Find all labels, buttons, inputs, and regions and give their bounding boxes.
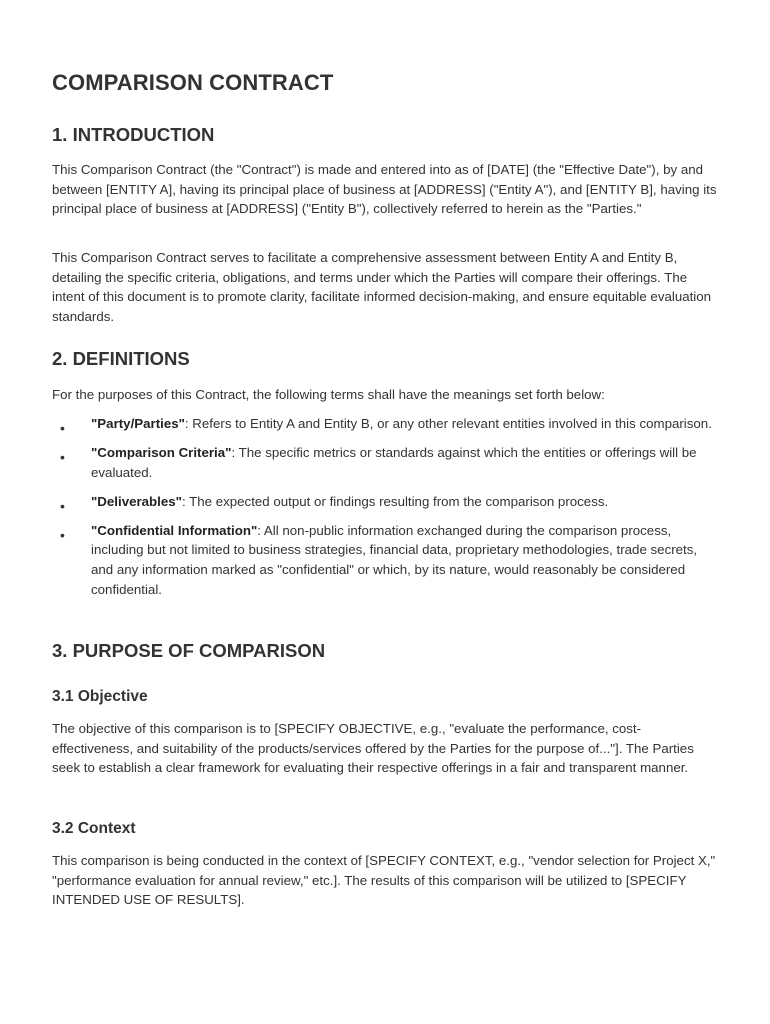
context-heading: 3.2 Context (52, 820, 136, 837)
document-title: COMPARISON CONTRACT (52, 70, 334, 95)
purpose-heading: 3. PURPOSE OF COMPARISON (52, 640, 326, 661)
definition-term: "Deliverables" (91, 493, 182, 509)
definitions-intro: For the purposes of this Contract, the following terms shall have the meanings set forth below: (52, 387, 605, 402)
introduction-heading: 1. INTRODUCTION (52, 124, 215, 145)
definition-text: : All non-public information exchanged during the comparison process, including but not limited to business strategies, financial data, proprietary methodologies, trade secrets, and any information marked as "confidential" or which, by its nature, would reasonably be considered confidential. (91, 522, 698, 597)
bullet-icon (60, 526, 65, 546)
objective-paragraph: The objective of this comparison is to [SPECIFY OBJECTIVE, e.g., "evaluate the performance, cost-effectiveness, and suitability of the products/services offered by the Parties for the purpose of..."]. The Parties seek to establish a clear framework for evaluating their respective offerings in a fair and transparent manner. (52, 721, 694, 776)
definition-item-confidential-information (52, 521, 720, 599)
objective-heading: 3.1 Objective (52, 688, 148, 705)
bullet-icon (60, 448, 65, 468)
definitions-heading: 2. DEFINITIONS (52, 348, 190, 369)
definition-term: "Party/Parties" (91, 416, 185, 431)
introduction-paragraph-2: This Comparison Contract serves to facilitate a comprehensive assessment between Entity A and Entity B, detailing the specific criteria, obligations, and terms under which the Parties will compare their offerings. The intent of this document is to promote clarity, facilitate informed decision-making, and ensure equitable evaluation standards. (52, 250, 712, 324)
definition-item-comparison-criteria (52, 443, 720, 482)
definition-text: : The expected output or findings resulting from the comparison process. (181, 493, 609, 509)
definition-item-deliverables (52, 492, 720, 512)
bullet-icon (60, 419, 65, 439)
context-paragraph: This comparison is being conducted in the context of [SPECIFY CONTEXT, e.g., "vendor selection for Project X," "performance evaluation for annual review," etc.]. The results of this comparison will be utilized to [SPECIFY INTENDED USE OF RESULTS]. (52, 853, 716, 908)
definition-term: "Confidential Information" (91, 522, 258, 538)
definition-text: : Refers to Entity A and Entity B, or any other relevant entities involved in this comparison. (184, 416, 712, 431)
definition-item-party (52, 414, 720, 434)
definitions-list (52, 414, 720, 609)
definition-text: : The specific metrics or standards against which the entities or offerings will be evaluated. (91, 445, 697, 480)
introduction-paragraph-1: This Comparison Contract (the "Contract") is made and entered into as of [DATE] (the "Effective Date"), by and between [ENTITY A], having its principal place of business at [ADDRESS] ("Entity A"), and [ENTITY B], having its principal place of business at [ADDRESS] ("Entity B"), collectively referred to herein as the "Parties." (52, 162, 717, 217)
bullet-icon (60, 497, 65, 517)
definition-term: "Comparison Criteria" (91, 445, 232, 461)
